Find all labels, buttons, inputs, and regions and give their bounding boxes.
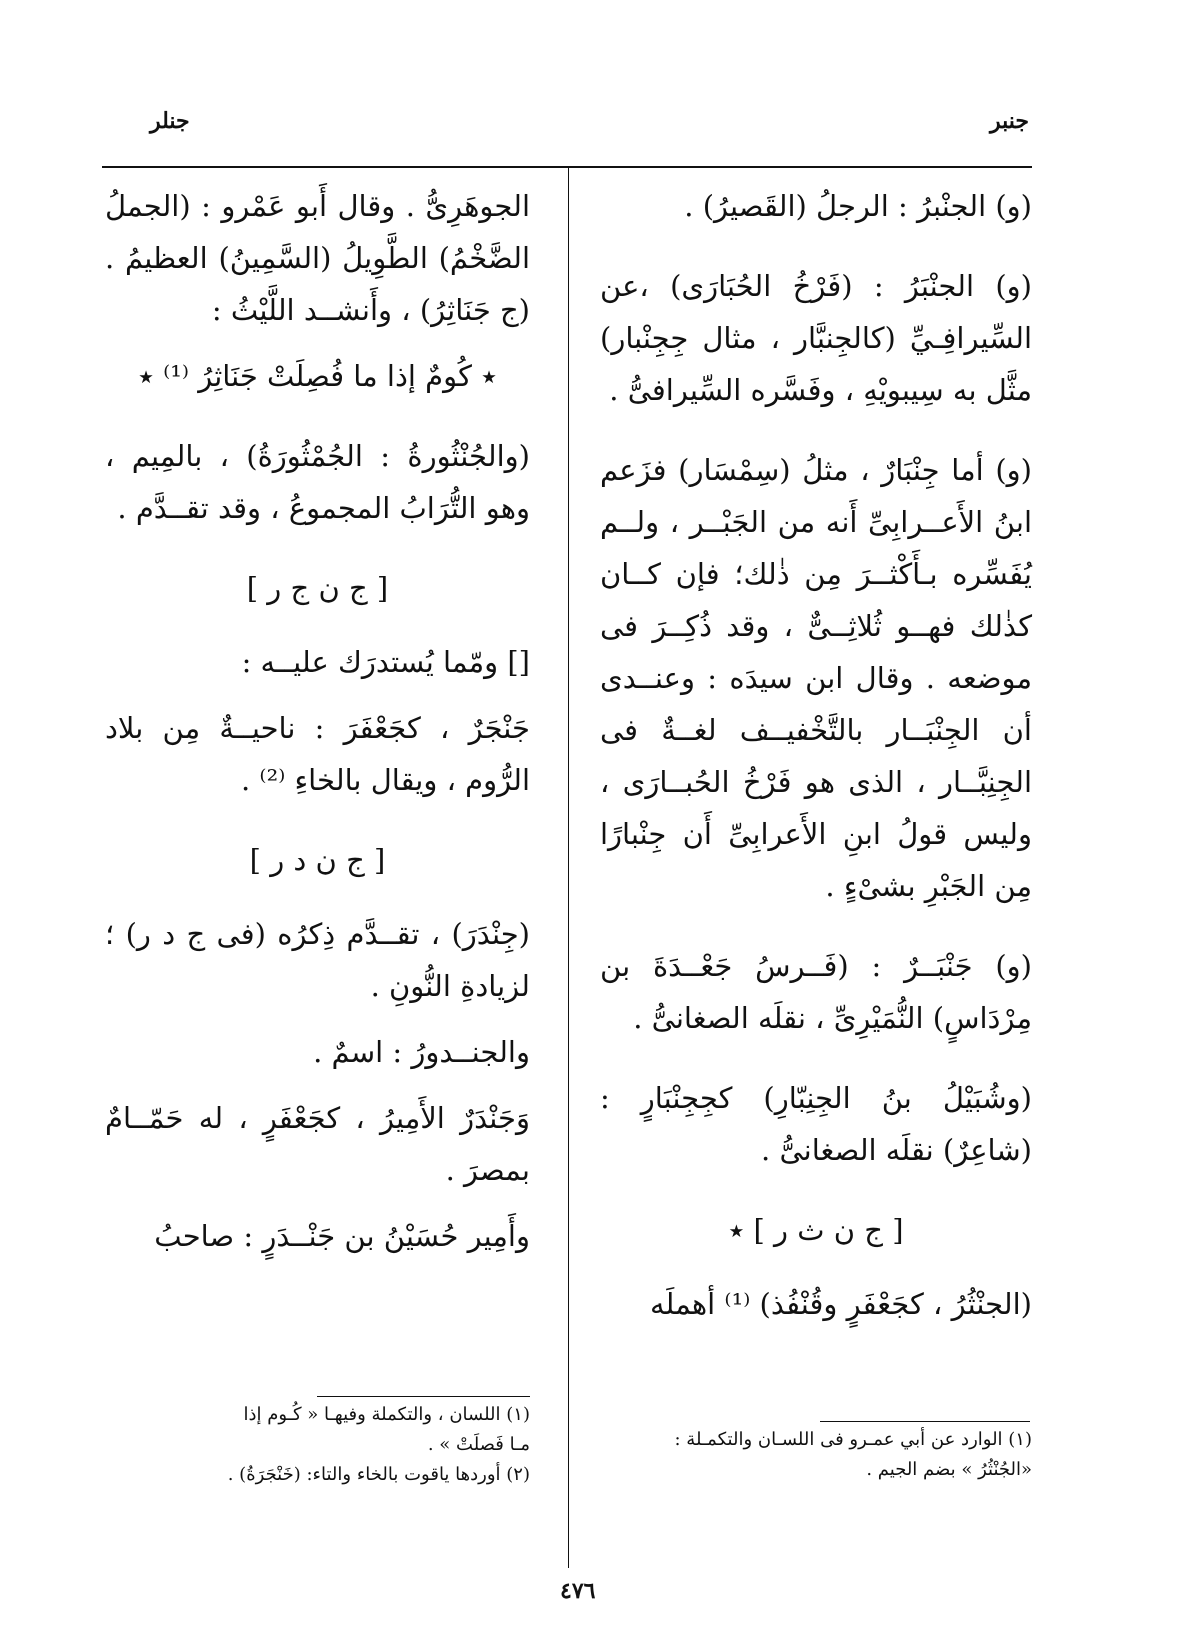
entry-paragraph: الجوهَرِىُّ . وقال أَبو عَمْرو : (الجملُ الضَّخْمُ) الطَّوِيلُ (السَّمِينُ) العظيمُ . (ج جَنَاثِرُ) ، وأَنشــد اللَّيْثُ :	[105, 189, 530, 327]
entry-paragraph: [] ومّما يُستدرَك عليــه :	[241, 645, 530, 679]
left-column	[105, 180, 530, 1290]
entry-paragraph: (و) الجنْبرُ : الرجلُ (القَصيرُ) .	[684, 189, 1032, 223]
entry-paragraph: (وشُبَيْلُ بنُ الجِنِبّارِ) كجِجِنْبَارٍ : (شاعِرٌ) نقلَه الصغانىُّ .	[600, 1081, 1032, 1167]
right-column	[600, 180, 1032, 1358]
entry-paragraph: (الجنْثُرُ ، كجَعْفَرٍ وقُنْفُذ) ⁽¹⁾ أهملَه	[649, 1287, 1032, 1321]
footnote-line: (٢) أوردها ياقوت بالخاء والتاء: (خَنْجَرَةُ) .	[227, 1464, 530, 1485]
entry-paragraph: وأَمِير حُسَيْنُ بن جَنْــدَرٍ : صاحبُ	[154, 1219, 530, 1253]
entry-paragraph: (و) أما جِنْبَارٌ ، مثلُ (سِمْسَار) فزَعم ابنُ الأَعــرابِىِّ أَنه من الجَبْــر ، ولــم يُفَسِّره بـأَكْثــرَ مِن ذٰلك؛ فإن كــان كذٰلك فهــو ثُلاثِــىٌّ ، وقد ذُكِــرَ فى موضعه . وقال ابن سيدَه : وعنــدى أن الجِنْبَــار بالتَّخْفيــف لغــةٌ فى الجِنِبَّــار ، الذى هو فَرْخُ الحُبــارَى ، وليس قولُ ابنِ الأَعرابِىِّ أَن جِنْبارًا مِن الجَبْرِ بشىْءٍ .	[600, 453, 1032, 903]
page-number: ٤٧٦	[560, 1578, 596, 1604]
footnotes-left	[105, 1400, 530, 1490]
entry-paragraph: (والجُنْثُورةُ : الجُمْثُورَةُ) ، بالمِيم ، وهو التُّرَابُ المجموعُ ، وقد تقــدَّم .	[105, 439, 530, 525]
footnote-line: مـا فَصلَتْ » .	[427, 1434, 530, 1455]
root-heading: [ ج ن د ر ]	[249, 843, 386, 877]
footnote-line: «الجُنْثُرُ » بضم الجيم .	[866, 1459, 1032, 1480]
header-rule	[102, 166, 1032, 168]
root-heading: [ ج ن ج ر ]	[246, 571, 389, 605]
footnote-line: (١) الوارد عن أبي عمـرو فى اللسـان والتكمـلة :	[674, 1429, 1032, 1450]
entry-paragraph: وَجَنْدَرٌ الأَمِيرُ ، كجَعْفَرٍ ، له حَمّــامٌ بمصرَ .	[105, 1101, 530, 1187]
footnote-rule-right	[820, 1421, 1030, 1422]
entry-paragraph: (و) الجنْبَرُ : (فَرْخُ الحُبَارَى) ،عن السِّيرافِـيِّ (كالجِنبَّار ، مثال جِجِنْبار) مثَّل به سِيبويْهِ ، وفَسَّره السِّيرافىُّ .	[600, 269, 1032, 407]
entry-paragraph: جَنْجَرٌ ، كجَعْفَرَ : ناحيــةٌ مِن بلاد الرُّوم ، ويقال بالخاءِ ⁽²⁾ .	[105, 711, 530, 797]
footnote-line: (١) اللسان ، والتكملة وفيهـا « كُـوم إذا	[243, 1404, 530, 1425]
entry-paragraph: والجنــدورُ : اسمٌ .	[313, 1035, 530, 1069]
entry-paragraph: (جِنْدَرَ) ، تقــدَّم ذِكرُه (فى ج د ر) ؛ لزيادةِ النُّونِ .	[105, 917, 530, 1003]
root-heading: [ ج ن ث ر ] ٭	[728, 1213, 904, 1247]
footnotes-right	[600, 1425, 1032, 1485]
running-head-left: جنلر	[150, 108, 190, 134]
footnote-rule-left	[317, 1396, 530, 1397]
verse-line: ٭ كُومٌ إذا ما فُصِلَتْ جَنَاثِرُ ⁽¹⁾ ٭	[138, 359, 497, 393]
column-divider	[568, 168, 569, 1568]
entry-paragraph: (و) جَنْبَــرٌ : (فَــرسُ جَعْــدَةَ بن مِرْدَاسٍ) النُّمَيْرِىِّ ، نقلَه الصغانىُّ .	[600, 949, 1032, 1035]
running-head-right: جنبر	[990, 108, 1030, 134]
